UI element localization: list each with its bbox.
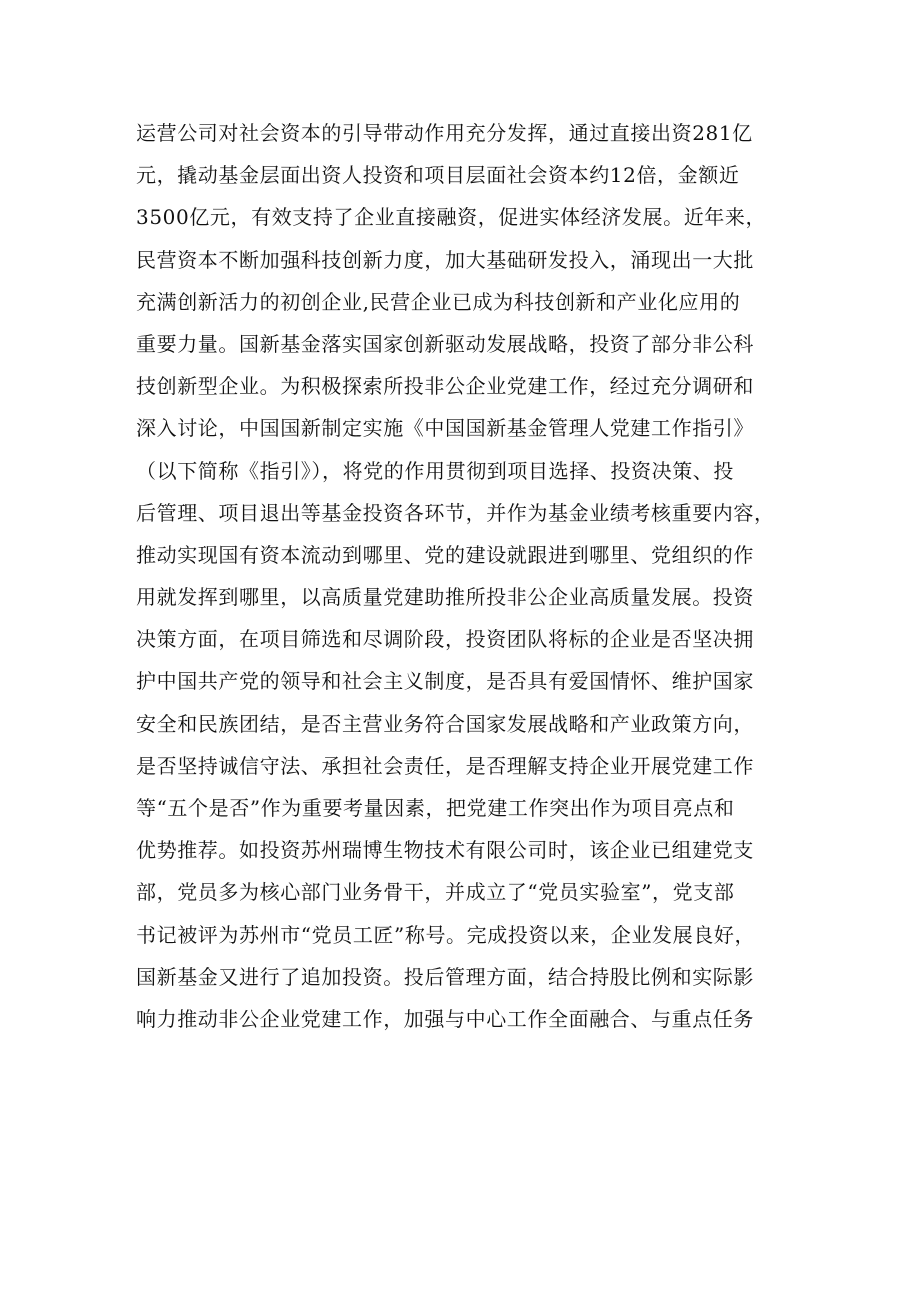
text-line: 充满创新活力的初创企业,民营企业已成为科技创新和产业化应用的: [136, 289, 741, 314]
body-paragraph: [136, 112, 806, 1040]
text-line: 优势推荐。如投资苏州瑞博生物技术有限公司时，该企业已组建党支: [136, 838, 754, 863]
text-line: 元，撬动基金层面出资人投资和项目层面社会资本约12倍，金额近: [136, 163, 740, 188]
text-line: 深入讨论，中国国新制定实施《中国国新基金管理人党建工作指引》: [136, 416, 754, 441]
text-line: 重要力量。国新基金落实国家创新驱动发展战略，投资了部分非公科: [136, 331, 754, 356]
text-line: 用就发挥到哪里，以高质量党建助推所投非公企业高质量发展。投资: [136, 585, 754, 610]
text-line: 响力推动非公企业党建工作，加强与中心工作全面融合、与重点任务: [136, 1006, 754, 1031]
text-line: 安全和民族团结，是否主营业务符合国家发展战略和产业政策方向，: [136, 711, 754, 736]
text-line: 国新基金又进行了追加投资。投后管理方面，结合持股比例和实际影: [136, 964, 754, 989]
text-line: 技创新型企业。为积极探索所投非公企业党建工作，经过充分调研和: [136, 374, 754, 399]
text-line: 书记被评为苏州市“党员工匠”称号。完成投资以来，企业发展良好，: [136, 922, 756, 947]
text-line: 部，党员多为核心部门业务骨干，并成立了“党员实验室”，党支部: [136, 880, 735, 905]
text-line: 民营资本不断加强科技创新力度，加大基础研发投入，涌现出一大批: [136, 247, 754, 272]
text-line: （以下简称《指引》），将党的作用贯彻到项目选择、投资决策、投: [136, 458, 734, 483]
text-line: 3500亿元，有效支持了企业直接融资，促进实体经济发展。近年来，: [136, 205, 767, 230]
text-line: 运营公司对社会资本的引导带动作用充分发挥，通过直接出资281亿: [136, 121, 753, 145]
text-line: 等“五个是否”作为重要考量因素，把党建工作突出作为项目亮点和: [136, 796, 735, 820]
text-line: 护中国共产党的领导和社会主义制度，是否具有爱国情怀、维护国家: [136, 669, 754, 694]
text-line: 决策方面，在项目筛选和尽调阶段，投资团队将标的企业是否坚决拥: [136, 627, 754, 652]
text-line: 后管理、项目退出等基金投资各环节，并作为基金业绩考核重要内容，: [136, 500, 775, 525]
text-line: 推动实现国有资本流动到哪里、党的建设就跟进到哪里、党组织的作: [136, 542, 754, 567]
text-line: 是否坚持诚信守法、承担社会责任，是否理解支持企业开展党建工作: [136, 753, 754, 778]
